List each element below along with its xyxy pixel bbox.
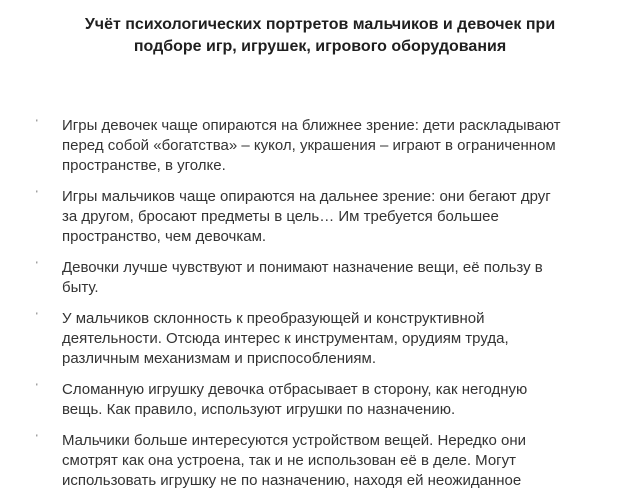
slide-title [24, 14, 616, 58]
text-line: Мальчики больше интересуются устройством вещей. Нередко они [62, 432, 527, 449]
bullet-text [62, 258, 611, 298]
text-line: за другом, бросают предметы в цель… Им требуется большее [62, 208, 499, 225]
bullet-item [36, 258, 611, 298]
text-line: Игры мальчиков чаще опираются на дальнее зрение: они бегают друг [62, 188, 551, 205]
text-line: Сломанную игрушку девочка отбрасывает в сторону, как негодную [62, 381, 528, 398]
bullet-marker: ' [36, 382, 38, 392]
bullet-text [62, 431, 611, 491]
bullet-text [62, 309, 611, 369]
bullet-marker: ' [36, 433, 38, 443]
bullet-item [36, 187, 611, 247]
bullet-item [36, 380, 611, 420]
text-line: пространстве, в уголке. [62, 157, 226, 174]
text-line: деятельности. Отсюда интерес к инструментам, орудиям труда, [62, 330, 509, 347]
bullet-marker: ' [36, 260, 38, 270]
text-line: использовать игрушку не по назначению, находя ей неожиданное [62, 472, 522, 489]
title-line: Учёт психологических портретов мальчиков и девочек при [84, 16, 556, 33]
bullet-marker: ' [36, 189, 38, 199]
text-line: пространство, чем девочкам. [62, 228, 267, 245]
bullet-text [62, 380, 611, 420]
bullet-list [36, 116, 611, 491]
text-line: Девочки лучше чувствуют и понимают назначение вещи, её пользу в [62, 259, 543, 276]
bullet-marker: ' [36, 311, 38, 321]
text-line: вещь. Как правило, используют игрушки по назначению. [62, 401, 456, 418]
bullet-item [36, 116, 611, 176]
text-line: быту. [62, 279, 99, 296]
title-line: подборе игр, игрушек, игрового оборудования [133, 38, 507, 55]
text-line: перед собой «богатства» – кукол, украшения – играют в ограниченном [62, 137, 556, 154]
text-line: У мальчиков склонность к преобразующей и конструктивной [62, 310, 485, 327]
bullet-text [62, 187, 611, 247]
text-line: смотрят как она устроена, так и не использован её в деле. Могут [62, 452, 517, 469]
bullet-item [36, 309, 611, 369]
bullet-marker: ' [36, 118, 38, 128]
bullet-text [62, 116, 611, 176]
text-line: Игры девочек чаще опираются на ближнее зрение: дети раскладывают [62, 117, 561, 134]
bullet-item [36, 431, 611, 491]
text-line: различным механизмам и приспособлениям. [62, 350, 377, 367]
